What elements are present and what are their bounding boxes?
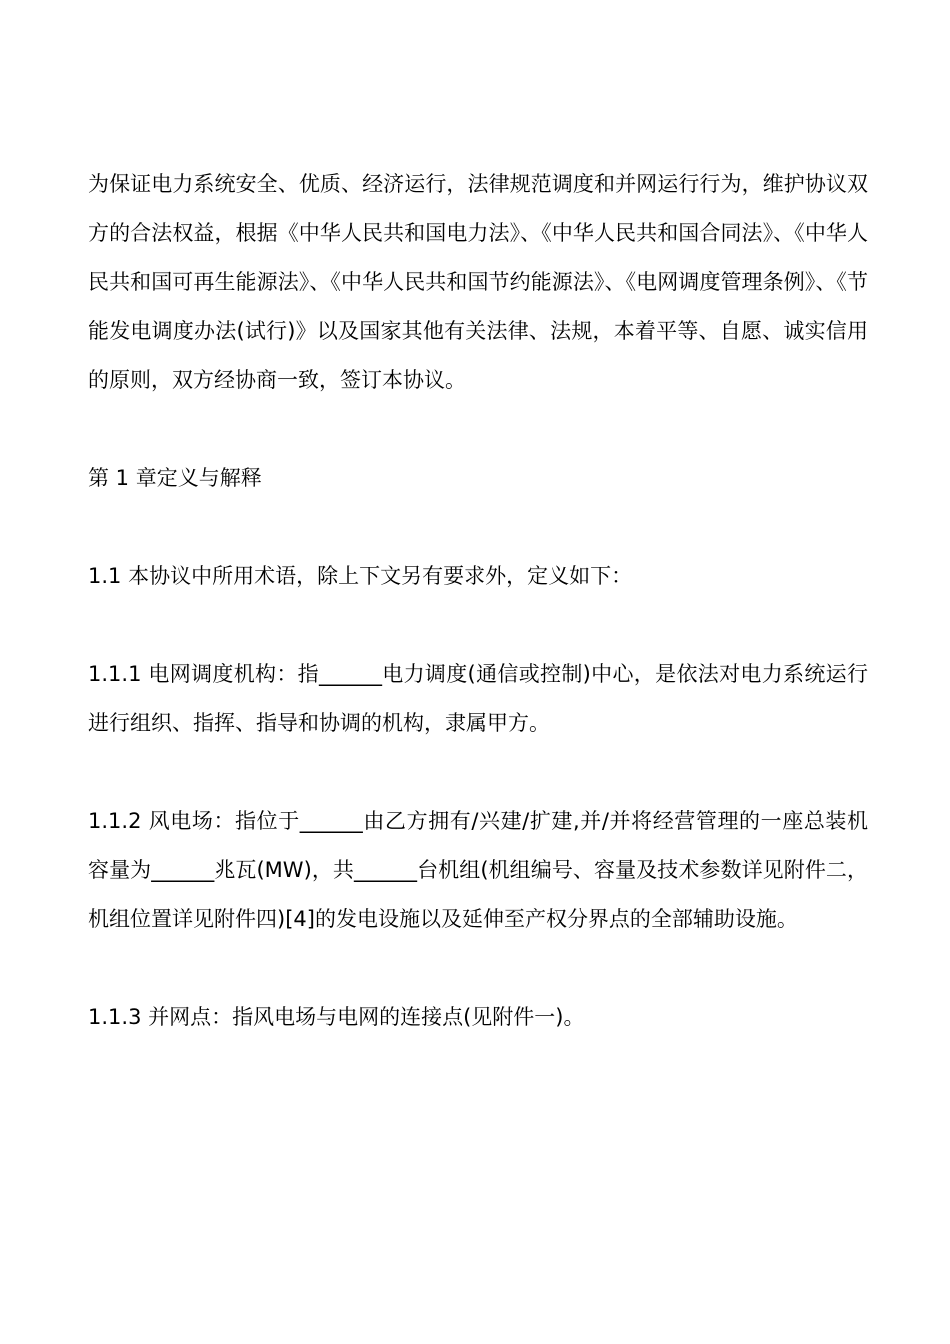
clause-1-1-3: 1.1.3 并网点：指风电场与电网的连接点(见附件一)。 [88, 1005, 585, 1029]
document-body [88, 160, 868, 1042]
clause-1-1-2: 1.1.2 风电场：指位于______由乙方拥有/兴建/扩建,并/并将经营管理的一座总装机容量为______兆瓦(MW)，共______台机组(机组编号、容量及技术参数详见附件二，机组位置详见附件四)[4]的发电设施以及延伸至产权分界点的全部辅助设施。 [88, 809, 868, 931]
chapter-heading: 第 1 章定义与解释 [88, 466, 262, 490]
preamble-paragraph: 为保证电力系统安全、优质、经济运行，法律规范调度和并网运行行为，维护协议双方的合法权益，根据《中华人民共和国电力法》、《中华人民共和国合同法》、《中华人民共和国可再生能源法》、《中华人民共和国节约能源法》、《电网调度管理条例》、《节能发电调度办法(试行)》以及国家其他有关法律、法规，本着平等、自愿、诚实信用的原则，双方经协商一致，签订本协议。 [88, 172, 868, 392]
clause-1-1: 1.1 本协议中所用术语，除上下文另有要求外，定义如下： [88, 564, 633, 588]
clause-1-1-1: 1.1.1 电网调度机构：指______电力调度(通信或控制)中心，是依法对电力系统运行进行组织、指挥、指导和协调的机构，隶属甲方。 [88, 662, 868, 735]
